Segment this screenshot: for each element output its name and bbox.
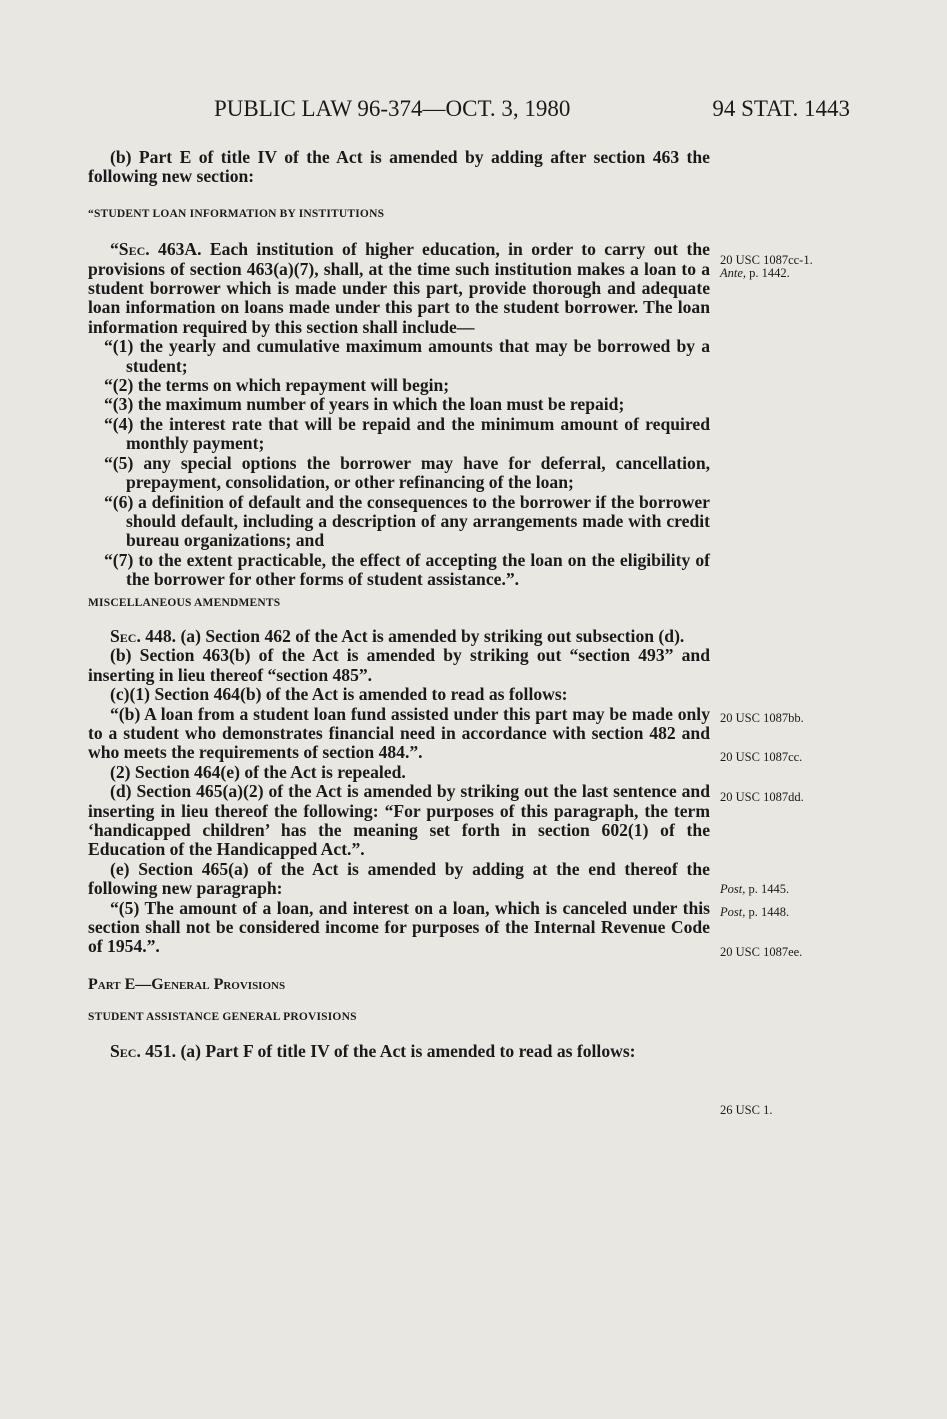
margin-note-5: 20 USC 1087dd. [720,790,804,804]
margin-note-9: 26 USC 1. [720,1103,773,1117]
part-heading: Part E—General Provisions [88,975,286,993]
margin-note-3: 20 USC 1087bb. [720,711,804,725]
sec-448c2-paragraph: (2) Section 464(e) of the Act is repealed. [110,761,406,782]
margin-note-8: 20 USC 1087ee. [720,945,803,959]
margin-note-7 [720,905,860,920]
sec-448c1-quote: “(b) A loan from a student loan fund assisted under this part may be made only to a student who demonstrates financial need in accordance with section 482 and who meets the requirements of section 484.”. [88,703,710,763]
section-heading-misc-amendments: MISCELLANEOUS AMENDMENTS [88,596,281,609]
header-title: PUBLIC LAW 96-374—OCT. 3, 1980 [214,96,571,121]
list-item-1: “(1) the yearly and cumulative maximum amounts that may be borrowed by a student; [104,336,710,376]
sec-448c1-paragraph: (c)(1) Section 464(b) of the Act is amended to read as follows: [110,684,568,705]
margin-note-2-italic: Ante, [720,266,747,280]
margin-note-2 [720,266,860,281]
sec-448e-paragraph: (e) Section 465(a) of the Act is amended by adding at the end thereof the following new paragraph: [88,858,710,899]
list-item-3: “(3) the maximum number of years in which the loan must be repaid; [104,394,625,415]
sec-451-paragraph [88,1042,710,1061]
sec-451-prefix: Sec. [110,1040,141,1061]
margin-note-6-text: p. 1445. [745,882,790,896]
sec-451-text: 451. (a) Part F of title IV of the Act is amended to read as follows: [140,1040,636,1061]
sec-448b-paragraph: (b) Section 463(b) of the Act is amended by striking out “section 493” and inserting in lieu thereof “section 485”. [88,645,710,685]
list-item-2: “(2) the terms on which repayment will begin; [104,375,450,396]
list-item-4: “(4) the interest rate that will be repaid and the minimum amount of required monthly payment; [104,413,710,454]
margin-note-6-italic: Post, [720,882,746,896]
sec-463a-paragraph [88,240,710,337]
list-item-7: “(7) to the extent practicable, the effect of accepting the loan on the eligibility of the borrower for other forms of student assistance.”. [104,549,710,590]
sec-448a-text: 448. (a) Section 462 of the Act is amended by striking out subsection (d). [140,625,685,646]
sec-448d-paragraph: (d) Section 465(a)(2) of the Act is amended by striking out the last sentence and inserting in lieu thereof the following: “For purposes of this paragraph, the term ‘handicapped children’ has the meaning set forth in section 602(1) of the Education of the Handicapped Act.”. [88,781,710,860]
main-column-top [88,148,710,1061]
margin-note-7-text: p. 1448. [745,905,790,919]
sec-463a-text: 463A. Each institution of higher education, in order to carry out the provisions of section 463(a)(7), shall, at the time such institution makes a loan to a student borrower which is made under this part, provide thorough and adequate loan information on loans made under this part to the student borrower. The loan information required by this section shall include— [88,239,710,337]
page-header [0,96,947,130]
sec-448a-paragraph [88,627,710,646]
sec-463a-prefix: “Sec. [110,239,150,260]
sec-448-prefix: Sec. [110,625,141,646]
list-item-5: “(5) any special options the borrower may have for deferral, cancellation, prepayment, consolidation, or other refinancing of the loan; [104,452,710,493]
intro-paragraph: (b) Part E of title IV of the Act is amended by adding after section 463 the following new section: [88,147,710,187]
margin-note-2-text: p. 1442. [746,266,790,280]
section-heading-general-provisions: STUDENT ASSISTANCE GENERAL PROVISIONS [88,1011,357,1024]
header-stat: 94 STAT. 1443 [712,96,850,121]
margin-note-1: 20 USC 1087cc-1. [720,253,813,267]
margin-note-4: 20 USC 1087cc. [720,750,803,764]
sec-448e-quote: “(5) The amount of a loan, and interest on a loan, which is canceled under this section shall not be considered income for purposes of the Internal Revenue Code of 1954.”. [88,897,710,957]
section-heading-student-loan-info: “STUDENT LOAN INFORMATION BY INSTITUTIONS [88,207,385,220]
list-item-6: “(6) a definition of default and the consequences to the borrower if the borrower should default, including a description of any arrangements made with credit bureau organizations; and [104,491,710,551]
margin-note-6 [720,882,860,897]
margin-note-7-italic: Post, [720,905,746,919]
